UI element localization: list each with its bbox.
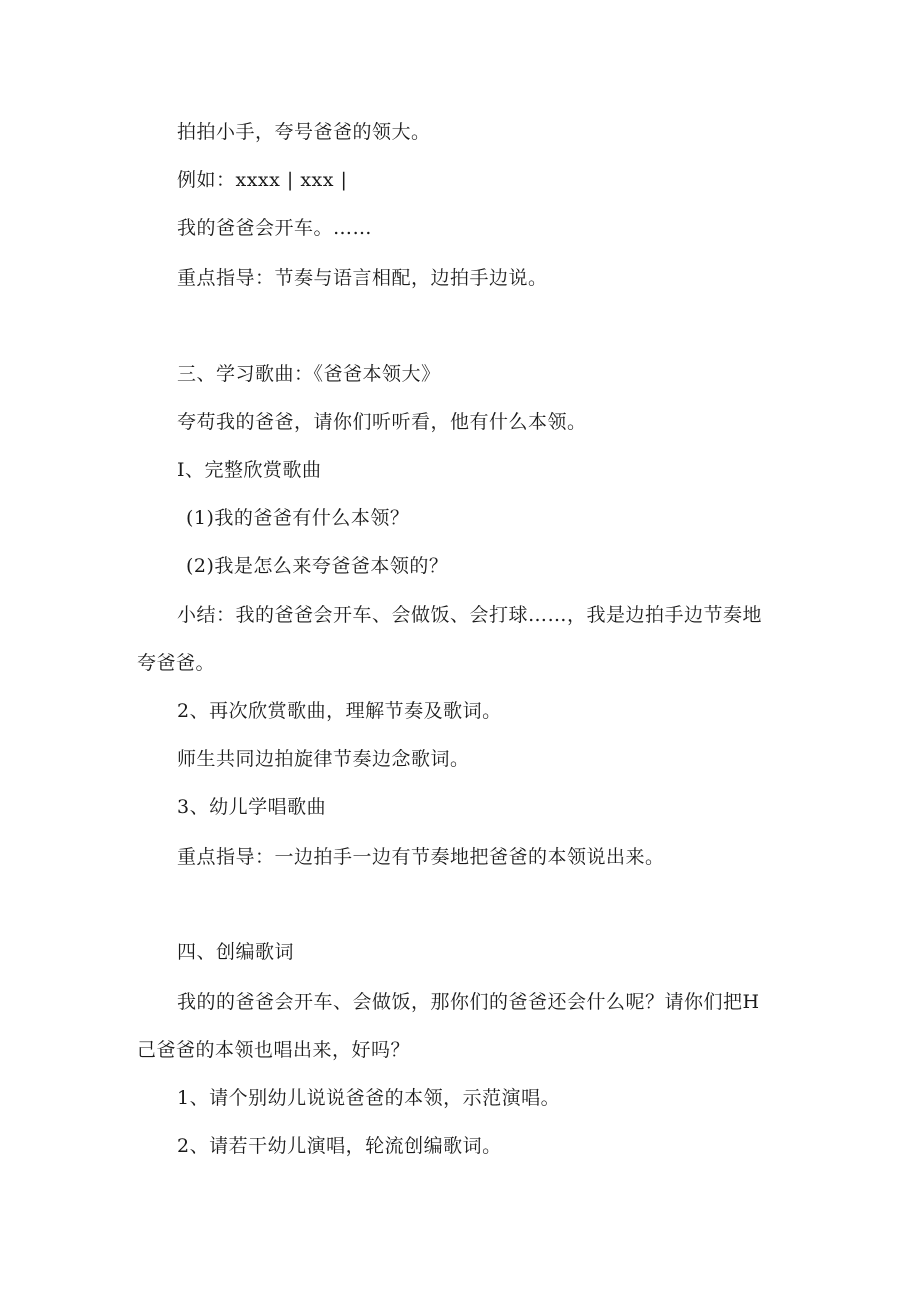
text-line: 例如：xxxx | xxx | <box>177 169 348 191</box>
sub-heading: I、完整欣赏歌曲 <box>177 459 322 481</box>
text-line-continued: 夸爸爸。 <box>137 652 216 674</box>
text-line: 重点指导：一边拍手一边有节奏地把爸爸的本领说出来。 <box>177 846 665 868</box>
section-heading: 三、学习歌曲：《爸爸本领大》 <box>177 363 441 385</box>
text-line: 师生共同边拍旋律节奏边念歌词。 <box>177 748 470 770</box>
text-line: 小结：我的爸爸会开车、会做饭、会打球……，我是边拍手边节奏地 <box>177 604 763 626</box>
sub-heading: 3、幼儿学唱歌曲 <box>177 796 327 818</box>
text-line: 我的的爸爸会开车、会做饭，那你们的爸爸还会什么呢？请你们把H <box>177 991 760 1013</box>
text-line-continued: 己爸爸的本领也唱出来，好吗？ <box>137 1039 411 1061</box>
question-item: (2)我是怎么来夸爸爸本领的？ <box>186 555 449 577</box>
list-item: 2、请若干幼儿演唱，轮流创编歌词。 <box>177 1135 502 1157</box>
text-line: 我的爸爸会开车。…… <box>177 217 373 239</box>
list-item: 1、请个别幼儿说说爸爸的本领，示范演唱。 <box>177 1087 561 1109</box>
section-heading: 四、创编歌词 <box>177 941 295 963</box>
question-item: (1)我的爸爸有什么本领？ <box>186 507 410 529</box>
text-line: 拍拍小手，夸号爸爸的领大。 <box>177 121 431 143</box>
text-line: 夸苟我的爸爸，请你们听听看，他有什么本领。 <box>177 411 587 433</box>
sub-heading: 2、再次欣赏歌曲，理解节奏及歌词。 <box>177 700 502 722</box>
text-line: 重点指导：节奏与语言相配，边拍手边说。 <box>177 267 548 289</box>
